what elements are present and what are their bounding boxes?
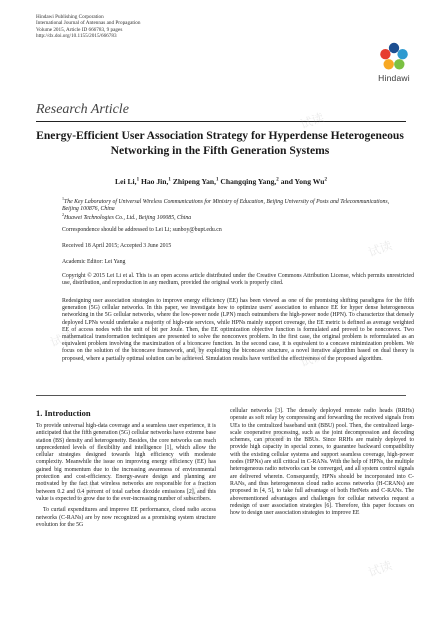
watermark: 试读 bbox=[184, 480, 212, 502]
copyright-notice: Copyright © 2015 Lei Li et al. This is an open access article distributed under the Creative Commons Attribution License, which permits unrestricted use, distribution, and reproduction in any medium, provided the original work is properly cited. bbox=[62, 273, 414, 287]
author: Hao Jin,$^1$ bbox=[140, 177, 171, 186]
publisher-header bbox=[36, 14, 296, 40]
article-type: Research Article bbox=[36, 102, 129, 117]
watermark: 试读 bbox=[48, 328, 76, 350]
header-rule bbox=[36, 121, 406, 122]
received-accepted-dates: Received 18 April 2015; Accepted 3 June 2015 bbox=[62, 243, 172, 249]
section-heading: 1. Introduction bbox=[36, 408, 91, 418]
watermark: 试读 bbox=[366, 558, 394, 580]
watermark: 试读 bbox=[366, 238, 394, 260]
author: and Yong Wu$^2$ bbox=[280, 177, 327, 186]
affiliation: $^2$Huawei Technologies Co., Ltd., Beijing 100085, China bbox=[62, 212, 192, 221]
abstract: Redesigning user association strategies to improve energy efficiency (EE) has been viewed as one of the promising shifting paradigms for the fifth generation (5G) cellular networks. In this paper, we investigate how to optimize users' association to enhance EE for hyper dense heterogeneous networking in the 5G cellular networks, where the low-power node (LPN) much outnumbers the high-power node (HPN). To characterize that densely deployed LPNs would undertake a majority of high-rate services, while HPNs mainly support coverage, the EE metric is defined as average weighted EE of access nodes with the unit of bit per Joule. Then, the EE optimization objective function is formulated and proved to be nonconvex. Two mathematical transformation techniques are presented to solve the nonconvex problem. In the first case, the original problem is reformulated as an equivalent problem involving the maximization of a biconcave function. In the second case, it is equivalent to a concave minimization problem. We focus on the solution of the biconcave framework, and, by exploiting the biconcave structure, a novel iterative algorithm based on dual theory is proposed, where a partially optimal solution can be achieved. Simulation results have verified the effectiveness of the proposed algorithm. bbox=[62, 298, 414, 362]
hindawi-wordmark: Hindawi bbox=[378, 73, 410, 83]
volume-info: Volume 2015, Article ID 666783, 9 pages bbox=[36, 26, 123, 33]
intro-right-column bbox=[230, 408, 414, 517]
hindawi-flower-icon bbox=[377, 40, 411, 74]
publisher-name: Hindawi Publishing Corporation bbox=[36, 14, 104, 20]
affiliation: $^1$The Key Laboratory of Universal Wireless Communications for Ministry of Education, Beijing University of Posts and Telecommunications, Beijing 100876, China bbox=[62, 196, 390, 213]
paragraph: To provide universal high-data coverage and a seamless user experience, it is anticipated that the fifth generation (5G) cellular networks have extreme base station (BS) density and heterogeneity. Besides, the core networks can reach unprecedented levels of flexibility and intelligence [1], which allow the cellular strategies designed towards high efficiency with moderate complexity. Meanwhile the issue on improving energy efficiency (EE) has gained big momentum due to the increasing awareness of environmental protection and cost-efficiency. Energy-aware design and planning are motivated by the fact that wireless networks are responsible for a fraction between 0.2 and 0.4 percent of total carbon dioxide emissions [2], and this value is expected to grow due to the ever-increasing number of subscribers. bbox=[36, 423, 216, 502]
author: Zhipeng Yan,$^1$ bbox=[172, 177, 219, 186]
watermark: 试读 bbox=[260, 428, 288, 450]
correspondence: Correspondence should be addressed to Lei Li; sunboy@bupt.edu.cn bbox=[62, 227, 222, 233]
paper-title: Energy-Efficient User Association Strategy for Hyperdense Heterogeneous Networking in the Fifth Generation Systems bbox=[36, 129, 404, 157]
abstract-rule bbox=[36, 395, 406, 396]
paragraph: To curtail expenditures and improve EE performance, cloud radio access networks (C-RANs) are by now recognized as a promising system structure evolution for the 5G bbox=[36, 507, 216, 528]
watermark: 试读 bbox=[298, 110, 326, 132]
watermark: 试读 bbox=[298, 348, 326, 370]
author: Lei Li,$^1$ bbox=[115, 177, 140, 186]
intro-left-column bbox=[36, 423, 216, 529]
academic-editor: Academic Editor: Lei Yang bbox=[62, 259, 126, 265]
doi-link[interactable]: http://dx.doi.org/10.1155/2015/666783 bbox=[36, 33, 117, 40]
journal-name: International Journal of Antennas and Propagation bbox=[36, 20, 141, 27]
author: Changqing Yang,$^2$ bbox=[220, 177, 279, 186]
author-list bbox=[36, 177, 406, 186]
hindawi-logo bbox=[368, 40, 420, 88]
watermark: 试读 bbox=[178, 343, 206, 365]
paragraph: cellular networks [3]. The densely deployed remote radio heads (RRHs) operate as soft relay by compressing and forwarding the received signals from UEs to the centralized baseband unit (BBU) pool. Then, the centralized large-scale cooperative processing, such as the joint decompression and decoding schemes, can proceed in the BBUs. Since RRHs are mainly deployed to provide high capacity in special zones, to guarantee backward compatibility with the existing cellular systems and support seamless coverage, high-power nodes (HPNs) are still critical in C-RANs. With the help of HPNs, the multiple heterogeneous radio networks can be converged, and all system control signals are delivered wherein. Consequently, HPNs should be incorporated into C-RANs, and thus heterogeneous cloud radio access networks (H-CRANs) are proposed in [4, 5], to take full advantage of both HetNets and C-RANs. The abovementioned advantages and challenges for cellular networks request a redesign of user association strategies [6]. Therefore, this paper focuses on how to design user association strategies to improve EE bbox=[230, 408, 414, 517]
watermark: 试读 bbox=[70, 480, 98, 502]
